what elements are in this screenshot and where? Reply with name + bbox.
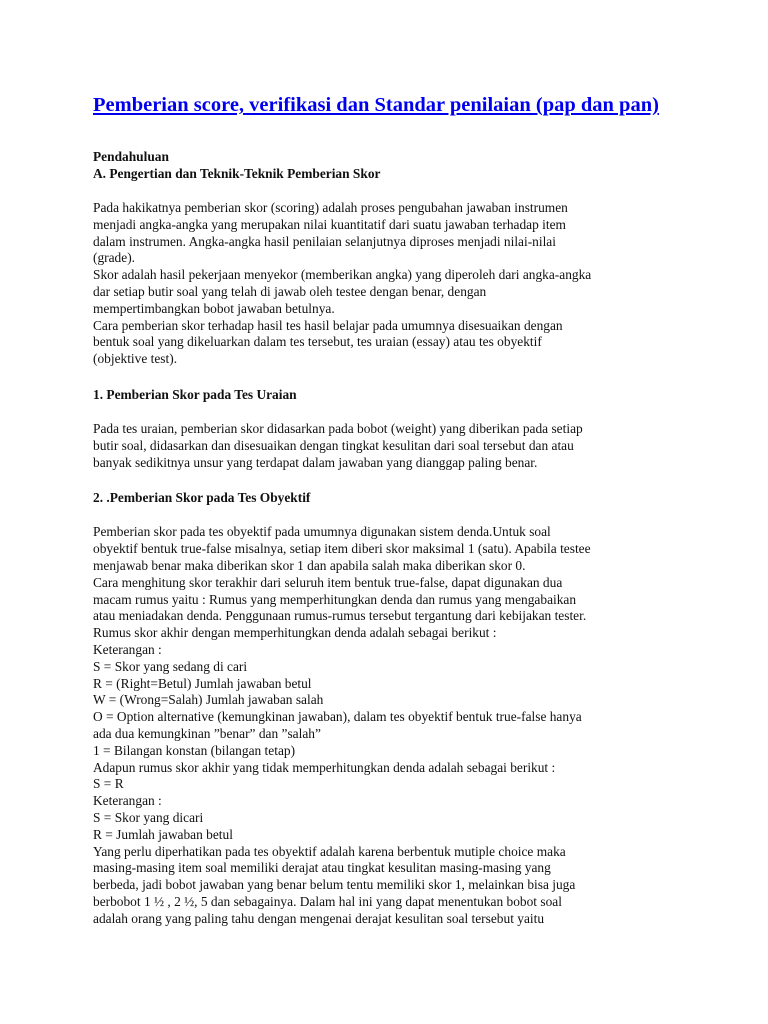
text-line: (objektive test). bbox=[93, 351, 178, 367]
text-line: S = Skor yang sedang di cari bbox=[93, 658, 248, 674]
text-line: adalah orang yang paling tahu dengan mengenai derajat kesulitan soal tersebut yaitu bbox=[93, 910, 545, 926]
text-line: atau meniadakan denda. Penggunaan rumus-rumus tersebut tergantung dari kebijakan tester. bbox=[93, 608, 587, 624]
text-line: ada dua kemungkinan ”benar” dan ”salah” bbox=[93, 725, 321, 741]
intro-paragraph bbox=[93, 200, 683, 368]
section-2-paragraph bbox=[93, 524, 683, 927]
section-1-paragraph bbox=[93, 421, 683, 471]
document-page bbox=[93, 92, 683, 927]
text-line: mempertimbangkan bobot jawaban betulnya. bbox=[93, 300, 335, 316]
text-line: S = R bbox=[93, 776, 124, 792]
text-line: dalam instrumen. Angka-angka hasil penilaian selanjutnya diproses menjadi nilai-nilai bbox=[93, 233, 556, 249]
intro-heading: Pendahuluan bbox=[93, 149, 169, 164]
spacer bbox=[93, 506, 683, 524]
section-1-heading: 1. Pemberian Skor pada Tes Uraian bbox=[93, 386, 297, 402]
text-line: O = Option alternative (kemungkinan jawaban), dalam tes obyektif bentuk true-false hanya bbox=[93, 709, 582, 725]
text-line: bentuk soal yang dikeluarkan dalam tes tersebut, tes uraian (essay) atau tes obyektif bbox=[93, 334, 542, 350]
text-line: Rumus skor akhir dengan memperhitungkan denda adalah sebagai berikut : bbox=[93, 625, 497, 641]
text-line: dar setiap butir soal yang telah di jawab oleh testee dengan benar, dengan bbox=[93, 283, 487, 299]
text-line: Adapun rumus skor akhir yang tidak memperhitungkan denda adalah sebagai berikut : bbox=[93, 759, 556, 775]
text-line: Pemberian skor pada tes obyektif pada umumnya digunakan sistem denda.Untuk soal bbox=[93, 524, 551, 540]
text-line: (grade). bbox=[93, 250, 136, 266]
text-line: banyak sedikitnya unsur yang terdapat dalam jawaban yang dianggap paling benar. bbox=[93, 454, 538, 470]
section-a-heading: A. Pengertian dan Teknik-Teknik Pemberian Skor bbox=[93, 166, 381, 181]
text-line: menjadi angka-angka yang merupakan nilai kuantitatif dari suatu jawaban terhadap item bbox=[93, 216, 566, 232]
text-line: Keterangan : bbox=[93, 641, 162, 657]
text-line: W = (Wrong=Salah) Jumlah jawaban salah bbox=[93, 692, 324, 708]
spacer bbox=[93, 471, 683, 489]
text-line: berbobot 1 ½ , 2 ½, 5 dan sebagainya. Dalam hal ini yang dapat menentukan bobot soal bbox=[93, 893, 562, 909]
text-line: 1 = Bilangan konstan (bilangan tetap) bbox=[93, 742, 296, 758]
spacer bbox=[93, 403, 683, 421]
text-line: berbeda, jadi bobot jawaban yang benar belum tentu memiliki skor 1, melainkan bisa juga bbox=[93, 877, 576, 893]
text-line: S = Skor yang dicari bbox=[93, 809, 204, 825]
text-line: macam rumus yaitu : Rumus yang memperhitungkan denda dan rumus yang mengabaikan bbox=[93, 591, 577, 607]
text-line: Cara pemberian skor terhadap hasil tes hasil belajar pada umumnya disesuaikan dengan bbox=[93, 317, 563, 333]
text-line: masing-masing item soal memiliki derajat atau tingkat kesulitan masing-masing yang bbox=[93, 860, 551, 876]
text-line: obyektif bentuk true-false misalnya, setiap item diberi skor maksimal 1 (satu). Apabila testee bbox=[93, 541, 591, 557]
text-line: Keterangan : bbox=[93, 793, 162, 809]
section-2-heading: 2. .Pemberian Skor pada Tes Obyektif bbox=[93, 490, 311, 506]
spacer bbox=[93, 182, 683, 200]
document-title-link[interactable]: Pemberian score, verifikasi dan Standar penilaian (pap dan pan) bbox=[93, 94, 659, 116]
text-line: Yang perlu diperhatikan pada tes obyektif adalah karena berbentuk mutiple choice maka bbox=[93, 843, 566, 859]
text-line: Skor adalah hasil pekerjaan menyekor (memberikan angka) yang diperoleh dari angka-angka bbox=[93, 267, 592, 283]
spacer bbox=[93, 368, 683, 386]
text-line: Pada tes uraian, pemberian skor didasarkan pada bobot (weight) yang diberikan pada setiap bbox=[93, 420, 583, 436]
text-line: menjawab benar maka diberikan skor 1 dan apabila salah maka diberikan skor 0. bbox=[93, 557, 526, 573]
text-line: R = Jumlah jawaban betul bbox=[93, 826, 233, 842]
text-line: Cara menghitung skor terakhir dari seluruh item bentuk true-false, dapat digunakan dua bbox=[93, 574, 563, 590]
text-line: R = (Right=Betul) Jumlah jawaban betul bbox=[93, 675, 312, 691]
text-line: Pada hakikatnya pemberian skor (scoring) adalah proses pengubahan jawaban instrumen bbox=[93, 200, 568, 215]
text-line: butir soal, didasarkan dan disesuaikan dengan tingkat kesulitan dari soal tersebut dan atau bbox=[93, 437, 574, 453]
